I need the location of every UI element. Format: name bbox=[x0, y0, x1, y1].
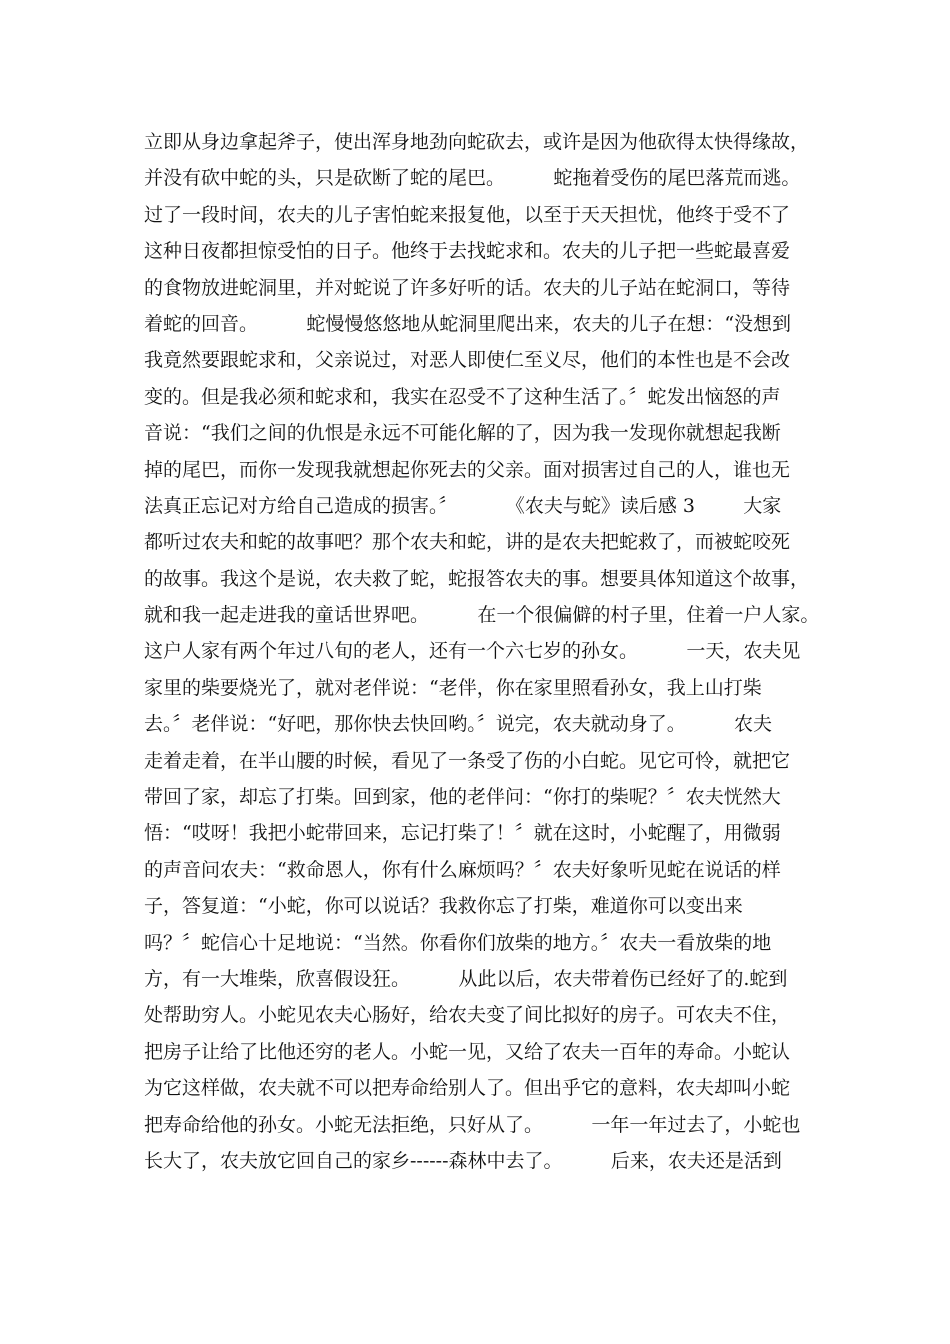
text-line: 都听过农夫和蛇的故事吧？那个农夫和蛇，讲的是农夫把蛇救了，而被蛇咬死 bbox=[144, 531, 791, 554]
text-line: 着蛇的回音。 蛇慢慢悠悠地从蛇洞里爬出来，农夫的儿子在想：“没想到 bbox=[144, 312, 792, 335]
body-text bbox=[144, 124, 834, 1179]
text-line: 我竟然要跟蛇求和，父亲说过，对恶人即使仁至义尽，他们的本性也是不会改 bbox=[144, 349, 791, 372]
text-line: 这种日夜都担惊受怕的日子。他终于去找蛇求和。农夫的儿子把一些蛇最喜爱 bbox=[144, 240, 791, 263]
text-line: 这户人家有两个年过八旬的老人，还有一个六七岁的孙女。 一天，农夫见 bbox=[144, 640, 801, 663]
text-line: 带回了家，却忘了打柴。回到家，他的老伴问：“你打的柴呢？〞农夫恍然大 bbox=[144, 786, 781, 809]
text-line: 悟：“哎呀！我把小蛇带回来，忘记打柴了！〞就在这时，小蛇醒了，用微弱 bbox=[144, 822, 781, 845]
text-line: 的食物放进蛇洞里，并对蛇说了许多好听的话。农夫的儿子站在蛇洞口，等待 bbox=[144, 276, 791, 299]
text-line: 走着走着，在半山腰的时候，看见了一条受了伤的小白蛇。见它可怜，就把它 bbox=[144, 749, 791, 772]
text-line: 过了一段时间，农夫的儿子害怕蛇来报复他，以至于天天担忧，他终于受不了 bbox=[144, 203, 791, 226]
text-line: 的声音问农夫：“救命恩人，你有什么麻烦吗？〞农夫好象听见蛇在说话的样 bbox=[144, 858, 781, 881]
text-line: 立即从身边拿起斧子，使出浑身地劲向蛇砍去，或许是因为他砍得太快得缘故， bbox=[144, 131, 810, 153]
text-line: 音说：“我们之间的仇恨是永远不可能化解的了，因为我一发现你就想起我断 bbox=[144, 422, 781, 445]
text-line: 掉的尾巴，而你一发现我就想起你死去的父亲。面对损害过自己的人，谁也无 bbox=[144, 458, 791, 481]
text-line: 并没有砍中蛇的头，只是砍断了蛇的尾巴。 蛇拖着受伤的尾巴落荒而逃。 bbox=[144, 167, 801, 190]
text-line: 把房子让给了比他还穷的老人。小蛇一见，又给了农夫一百年的寿命。小蛇认 bbox=[144, 1040, 791, 1063]
text-line: 去。〞老伴说：“好吧，那你快去快回哟。〞说完，农夫就动身了。 农夫 bbox=[144, 713, 773, 736]
text-line: 家里的柴要烧光了，就对老伴说：“老伴，你在家里照看孙女，我上山打柴 bbox=[144, 676, 762, 699]
text-line: 法真正忘记对方给自己造成的损害。〞 《农夫与蛇》读后感 3 大家 bbox=[144, 494, 782, 517]
text-line: 为它这样做，农夫就不可以把寿命给别人了。但出乎它的意料，农夫却叫小蛇 bbox=[144, 1077, 791, 1100]
text-line: 处帮助穷人。小蛇见农夫心肠好，给农夫变了间比拟好的房子。可农夫不住， bbox=[144, 1004, 791, 1027]
text-line: 子，答复道：“小蛇，你可以说话？我救你忘了打柴，难道你可以变出来 bbox=[144, 895, 743, 918]
text-line: 的故事。我这个是说，农夫救了蛇，蛇报答农夫的事。想要具体知道这个故事， bbox=[144, 567, 810, 590]
text-line: 长大了，农夫放它回自己的家乡------森林中去了。 后来，农夫还是活到 bbox=[144, 1149, 782, 1172]
text-line: 变的。但是我必须和蛇求和，我实在忍受不了这种生活了。〞蛇发出恼怒的声 bbox=[144, 385, 781, 408]
text-line: 吗？〞蛇信心十足地说：“当然。你看你们放柴的地方。〞农夫一看放柴的地 bbox=[144, 931, 772, 954]
text-line: 把寿命给他的孙女。小蛇无法拒绝，只好从了。 一年一年过去了，小蛇也 bbox=[144, 1113, 801, 1136]
text-line: 方，有一大堆柴，欣喜假设狂。 从此以后，农夫带着伤已经好了的.蛇到 bbox=[144, 967, 788, 990]
text-line: 就和我一起走进我的童话世界吧。 在一个很偏僻的村子里，住着一户人家。 bbox=[144, 604, 820, 627]
